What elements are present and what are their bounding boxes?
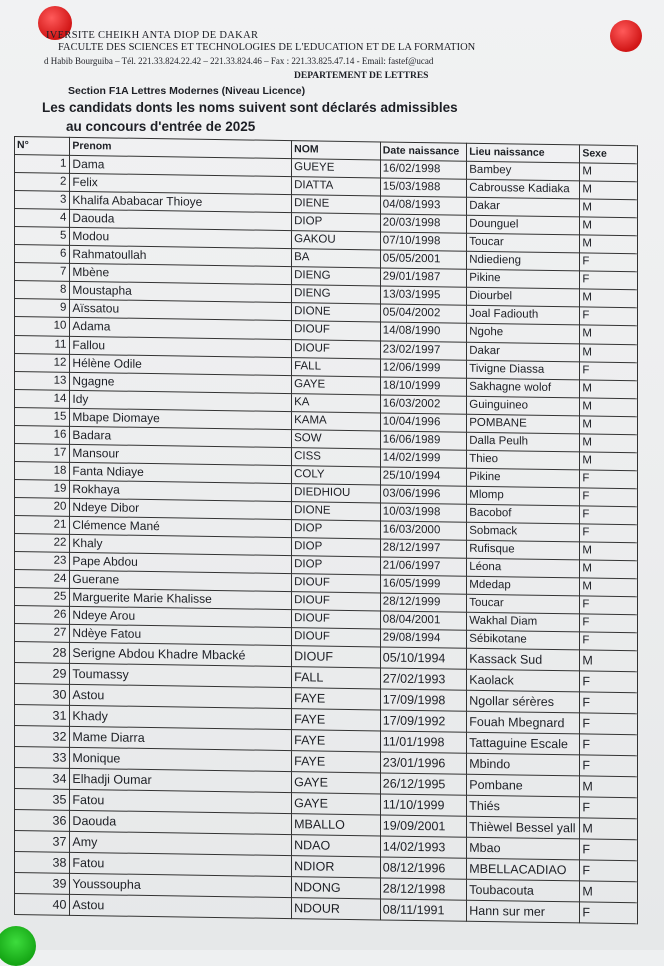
red-pushpin-icon — [610, 20, 642, 52]
birth-place: Joal Fadiouth — [467, 306, 580, 326]
row-number: 19 — [15, 479, 70, 498]
last-name: GAYE — [292, 375, 381, 394]
col-header-number: N° — [15, 137, 70, 156]
row-number: 9 — [15, 299, 70, 318]
birth-date: 08/12/1996 — [380, 857, 466, 879]
sex: M — [580, 398, 638, 417]
birth-date: 14/02/1993 — [380, 836, 466, 858]
sex: M — [580, 452, 638, 471]
sex: F — [580, 902, 638, 924]
birth-place: Kassack Sud — [467, 649, 580, 672]
first-name: Toumassy — [70, 664, 292, 688]
department-name: DEPARTEMENT DE LETTRES — [294, 71, 429, 81]
birth-date: 18/10/1999 — [380, 377, 466, 396]
row-number: 4 — [15, 209, 70, 228]
last-name: FAYE — [292, 751, 381, 773]
first-name: Ndeye Arou — [70, 607, 292, 628]
first-name: Ndèye Fatou — [70, 625, 292, 646]
first-name: Idy — [70, 390, 292, 411]
sex: M — [580, 542, 638, 561]
last-name: KA — [292, 393, 381, 412]
birth-place: Cabrousse Kadiaka — [467, 179, 580, 199]
last-name: DIOUF — [292, 339, 381, 358]
first-name: Fallou — [70, 336, 292, 357]
birth-place: Dakar — [467, 197, 580, 217]
sex: M — [580, 434, 638, 453]
birth-date: 28/12/1997 — [380, 539, 466, 558]
first-name: Adama — [70, 318, 292, 339]
first-name: Fanta Ndiaye — [70, 462, 292, 483]
last-name: GUEYE — [292, 159, 381, 178]
candidates-table — [14, 136, 638, 925]
last-name: DIOUF — [292, 321, 381, 340]
birth-date: 16/03/2000 — [380, 521, 466, 540]
birth-date: 11/01/1998 — [380, 731, 466, 753]
last-name: NDIOR — [292, 856, 381, 878]
birth-date: 10/04/1996 — [380, 413, 466, 432]
first-name: Aïssatou — [70, 300, 292, 321]
last-name: DIOP — [292, 213, 381, 232]
first-name: Daouda — [70, 210, 292, 231]
sex: M — [580, 235, 638, 254]
announcement-line-2: au concours d'entrée de 2025 — [66, 119, 256, 134]
last-name: KAMA — [292, 411, 381, 430]
sex: M — [580, 881, 638, 903]
col-header-nom: NOM — [292, 141, 381, 160]
birth-date: 05/04/2002 — [380, 304, 466, 323]
sex: F — [580, 307, 638, 326]
last-name: FALL — [292, 357, 381, 376]
birth-place: Diourbel — [467, 288, 580, 308]
last-name: COLY — [292, 465, 381, 484]
birth-place: Ngollar sérères — [467, 691, 580, 714]
birth-date: 16/06/1989 — [380, 431, 466, 450]
birth-date: 25/10/1994 — [380, 467, 466, 486]
first-name: Rahmatoullah — [70, 246, 292, 267]
birth-place: Rufisque — [467, 540, 580, 560]
birth-place: Mbindo — [467, 754, 580, 777]
row-number: 39 — [15, 873, 70, 895]
row-number: 34 — [15, 768, 70, 790]
birth-date: 21/06/1997 — [380, 557, 466, 576]
birth-date: 17/09/1992 — [380, 710, 466, 732]
sex: M — [580, 217, 638, 236]
birth-place: Pikine — [467, 468, 580, 488]
birth-place: Kaolack — [467, 670, 580, 693]
sex: M — [580, 380, 638, 399]
sex: M — [580, 818, 638, 840]
first-name: Felix — [70, 173, 292, 194]
birth-date: 05/10/1994 — [380, 647, 466, 669]
first-name: Mbape Diomaye — [70, 408, 292, 429]
first-name: Astou — [70, 685, 292, 709]
row-number: 32 — [15, 726, 70, 748]
first-name: Marguerite Marie Khalisse — [70, 589, 292, 610]
birth-place: Thieo — [467, 450, 580, 470]
first-name: Fatou — [70, 790, 292, 814]
first-name: Mansour — [70, 444, 292, 465]
birth-date: 27/02/1993 — [380, 668, 466, 690]
first-name: Mbène — [70, 264, 292, 285]
first-name: Hélène Odile — [70, 354, 292, 375]
birth-date: 13/03/1995 — [380, 286, 466, 305]
birth-place: Sébikotane — [467, 630, 580, 650]
last-name: DIOUF — [292, 628, 381, 647]
contact-line: d Habib Bourguiba – Tél. 221.33.824.22.42 – 221.33.824.46 – Fax : 221.33.825.47.14 - Email: fastef@ucad — [44, 56, 434, 66]
birth-date: 08/11/1991 — [380, 899, 466, 921]
sex: F — [580, 470, 638, 489]
last-name: DIOUF — [292, 610, 381, 629]
last-name: DIENG — [292, 267, 381, 286]
announcement-line-1: Les candidats donts les noms suivent sont déclarés admissibles — [42, 100, 458, 115]
row-number: 29 — [15, 663, 70, 685]
first-name: Modou — [70, 228, 292, 249]
birth-date: 17/09/1998 — [380, 689, 466, 711]
row-number: 24 — [15, 570, 70, 589]
birth-place: Toucar — [467, 233, 580, 253]
last-name: FAYE — [292, 688, 381, 710]
birth-place: Mbao — [467, 838, 580, 861]
sex: F — [580, 860, 638, 882]
row-number: 3 — [15, 191, 70, 210]
first-name: Mame Diarra — [70, 727, 292, 751]
sex: F — [580, 755, 638, 777]
birth-place: Tattaguine Escale — [467, 733, 580, 756]
last-name: GAYE — [292, 793, 381, 815]
first-name: Dama — [70, 155, 292, 176]
birth-place: Dounguel — [467, 215, 580, 235]
birth-date: 23/02/1997 — [380, 340, 466, 359]
birth-date: 29/01/1987 — [380, 268, 466, 287]
green-pushpin-icon — [0, 926, 36, 966]
last-name: SOW — [292, 429, 381, 448]
birth-place: Bambey — [467, 161, 580, 181]
last-name: DIOP — [292, 556, 381, 575]
last-name: DIONE — [292, 502, 381, 521]
sex: F — [580, 253, 638, 272]
row-number: 13 — [15, 371, 70, 390]
col-header-date: Date naissance — [380, 142, 466, 161]
sex: F — [580, 596, 638, 615]
row-number: 30 — [15, 684, 70, 706]
row-number: 33 — [15, 747, 70, 769]
birth-place: Toucar — [467, 594, 580, 614]
birth-place: MBELLACADIAO — [467, 859, 580, 882]
row-number: 18 — [15, 461, 70, 480]
sex: M — [580, 325, 638, 344]
sex: M — [580, 163, 638, 182]
sex: M — [580, 343, 638, 362]
birth-place: Dakar — [467, 342, 580, 362]
row-number: 23 — [15, 552, 70, 571]
last-name: DIOP — [292, 538, 381, 557]
row-number: 1 — [15, 155, 70, 174]
first-name: Monique — [70, 748, 292, 772]
sex: M — [580, 199, 638, 218]
last-name: GAKOU — [292, 231, 381, 250]
last-name: DIONE — [292, 303, 381, 322]
row-number: 12 — [15, 353, 70, 372]
sex: M — [580, 578, 638, 597]
birth-date: 04/08/1993 — [380, 196, 466, 215]
birth-place: Sakhagne wolof — [467, 378, 580, 398]
first-name: Elhadji Oumar — [70, 769, 292, 793]
birth-date: 16/03/2002 — [380, 395, 466, 414]
sex: F — [580, 524, 638, 543]
row-number: 35 — [15, 789, 70, 811]
university-name: IVERSITE CHEIKH ANTA DIOP DE DAKAR — [46, 30, 259, 41]
sex: F — [580, 839, 638, 861]
last-name: DIATTA — [292, 177, 381, 196]
birth-date: 05/05/2001 — [380, 250, 466, 269]
birth-date: 11/10/1999 — [380, 794, 466, 816]
last-name: NDOUR — [292, 898, 381, 920]
birth-place: Thièwel Bessel yall — [467, 817, 580, 840]
row-number: 25 — [15, 588, 70, 607]
row-number: 10 — [15, 317, 70, 336]
sex: F — [580, 614, 638, 633]
first-name: Serigne Abdou Khadre Mbacké — [70, 643, 292, 667]
birth-date: 14/02/1999 — [380, 449, 466, 468]
sex: F — [580, 361, 638, 380]
birth-place: Bacobof — [467, 504, 580, 524]
first-name: Rokhaya — [70, 480, 292, 501]
birth-date: 16/02/1998 — [380, 160, 466, 179]
row-number: 27 — [15, 624, 70, 643]
sex: M — [580, 560, 638, 579]
birth-place: Ndiedieng — [467, 251, 580, 271]
sex: M — [580, 776, 638, 798]
last-name: DIOUF — [292, 574, 381, 593]
last-name: DIEDHIOU — [292, 484, 381, 503]
birth-place: Léona — [467, 558, 580, 578]
row-number: 37 — [15, 831, 70, 853]
birth-place: Tivigne Diassa — [467, 360, 580, 380]
row-number: 15 — [15, 407, 70, 426]
sex: F — [580, 632, 638, 651]
col-header-sexe: Sexe — [580, 145, 638, 164]
birth-place: Mlomp — [467, 486, 580, 506]
first-name: Astou — [70, 895, 292, 919]
faculty-name: FACULTE DES SCIENCES ET TECHNOLOGIES DE L'EDUCATION ET DE LA FORMATION — [58, 42, 476, 53]
last-name: MBALLO — [292, 814, 381, 836]
birth-date: 20/03/1998 — [380, 214, 466, 233]
birth-place: Guinguineo — [467, 396, 580, 416]
col-header-prenom: Prenom — [70, 137, 292, 158]
birth-place: Hann sur mer — [467, 901, 580, 924]
first-name: Amy — [70, 832, 292, 856]
first-name: Khalifa Ababacar Thioye — [70, 191, 292, 212]
row-number: 28 — [15, 642, 70, 664]
row-number: 36 — [15, 810, 70, 832]
last-name: CISS — [292, 447, 381, 466]
table-body — [15, 155, 638, 925]
first-name: Ndeye Dibor — [70, 498, 292, 519]
row-number: 40 — [15, 894, 70, 916]
row-number: 6 — [15, 245, 70, 264]
row-number: 2 — [15, 173, 70, 192]
birth-place: Pikine — [467, 270, 580, 290]
birth-place: POMBANE — [467, 414, 580, 434]
sex: F — [580, 488, 638, 507]
birth-place: Dalla Peulh — [467, 432, 580, 452]
last-name: DIOUF — [292, 646, 381, 668]
birth-place: Mdedap — [467, 576, 580, 596]
sex: F — [580, 692, 638, 714]
sex: F — [580, 271, 638, 290]
last-name: NDAO — [292, 835, 381, 857]
birth-place: Ngohe — [467, 324, 580, 344]
row-number: 16 — [15, 425, 70, 444]
birth-date: 29/08/1994 — [380, 629, 466, 648]
last-name: GAYE — [292, 772, 381, 794]
row-number: 26 — [15, 606, 70, 625]
row-number: 5 — [15, 227, 70, 246]
section-title: Section F1A Lettres Modernes (Niveau Licence) — [68, 85, 306, 97]
sex: M — [580, 650, 638, 672]
sex: M — [580, 181, 638, 200]
last-name: DIOUF — [292, 592, 381, 611]
last-name: FAYE — [292, 709, 381, 731]
last-name: DIOP — [292, 520, 381, 539]
row-number: 8 — [15, 281, 70, 300]
first-name: Khady — [70, 706, 292, 730]
last-name: DIENE — [292, 195, 381, 214]
row-number: 38 — [15, 852, 70, 874]
birth-place: Toubacouta — [467, 880, 580, 903]
birth-date: 23/01/1996 — [380, 752, 466, 774]
last-name: BA — [292, 249, 381, 268]
first-name: Khaly — [70, 534, 292, 555]
last-name: FAYE — [292, 730, 381, 752]
row-number: 22 — [15, 534, 70, 553]
row-number: 17 — [15, 443, 70, 462]
first-name: Ngagne — [70, 372, 292, 393]
birth-place: Wakhal Diam — [467, 612, 580, 632]
sex: F — [580, 713, 638, 735]
birth-date: 28/12/1999 — [380, 593, 466, 612]
last-name: NDONG — [292, 877, 381, 899]
first-name: Daouda — [70, 811, 292, 835]
last-name: FALL — [292, 667, 381, 689]
first-name: Clémence Mané — [70, 516, 292, 537]
birth-date: 28/12/1998 — [380, 878, 466, 900]
birth-place: Sobmack — [467, 522, 580, 542]
birth-place: Fouah Mbegnard — [467, 712, 580, 735]
first-name: Badara — [70, 426, 292, 447]
sex: M — [580, 289, 638, 308]
first-name: Fatou — [70, 853, 292, 877]
sex: F — [580, 734, 638, 756]
row-number: 11 — [15, 335, 70, 354]
birth-date: 15/03/1988 — [380, 178, 466, 197]
sex: F — [580, 797, 638, 819]
birth-date: 08/04/2001 — [380, 611, 466, 630]
birth-date: 10/03/1998 — [380, 503, 466, 522]
first-name: Youssoupha — [70, 874, 292, 898]
birth-date: 07/10/1998 — [380, 232, 466, 251]
birth-place: Thiés — [467, 796, 580, 819]
row-number: 7 — [15, 263, 70, 282]
row-number: 20 — [15, 497, 70, 516]
birth-date: 16/05/1999 — [380, 575, 466, 594]
sex: M — [580, 416, 638, 435]
sex: F — [580, 671, 638, 693]
row-number: 14 — [15, 389, 70, 408]
birth-date: 03/06/1996 — [380, 485, 466, 504]
birth-date: 19/09/2001 — [380, 815, 466, 837]
first-name: Guerane — [70, 570, 292, 591]
birth-place: Pombane — [467, 775, 580, 798]
col-header-lieu: Lieu naissance — [467, 143, 580, 163]
sex: F — [580, 506, 638, 525]
birth-date: 14/08/1990 — [380, 322, 466, 341]
first-name: Pape Abdou — [70, 552, 292, 573]
birth-date: 26/12/1995 — [380, 773, 466, 795]
row-number: 31 — [15, 705, 70, 727]
first-name: Moustapha — [70, 282, 292, 303]
birth-date: 12/06/1999 — [380, 358, 466, 377]
row-number: 21 — [15, 515, 70, 534]
last-name: DIENG — [292, 285, 381, 304]
